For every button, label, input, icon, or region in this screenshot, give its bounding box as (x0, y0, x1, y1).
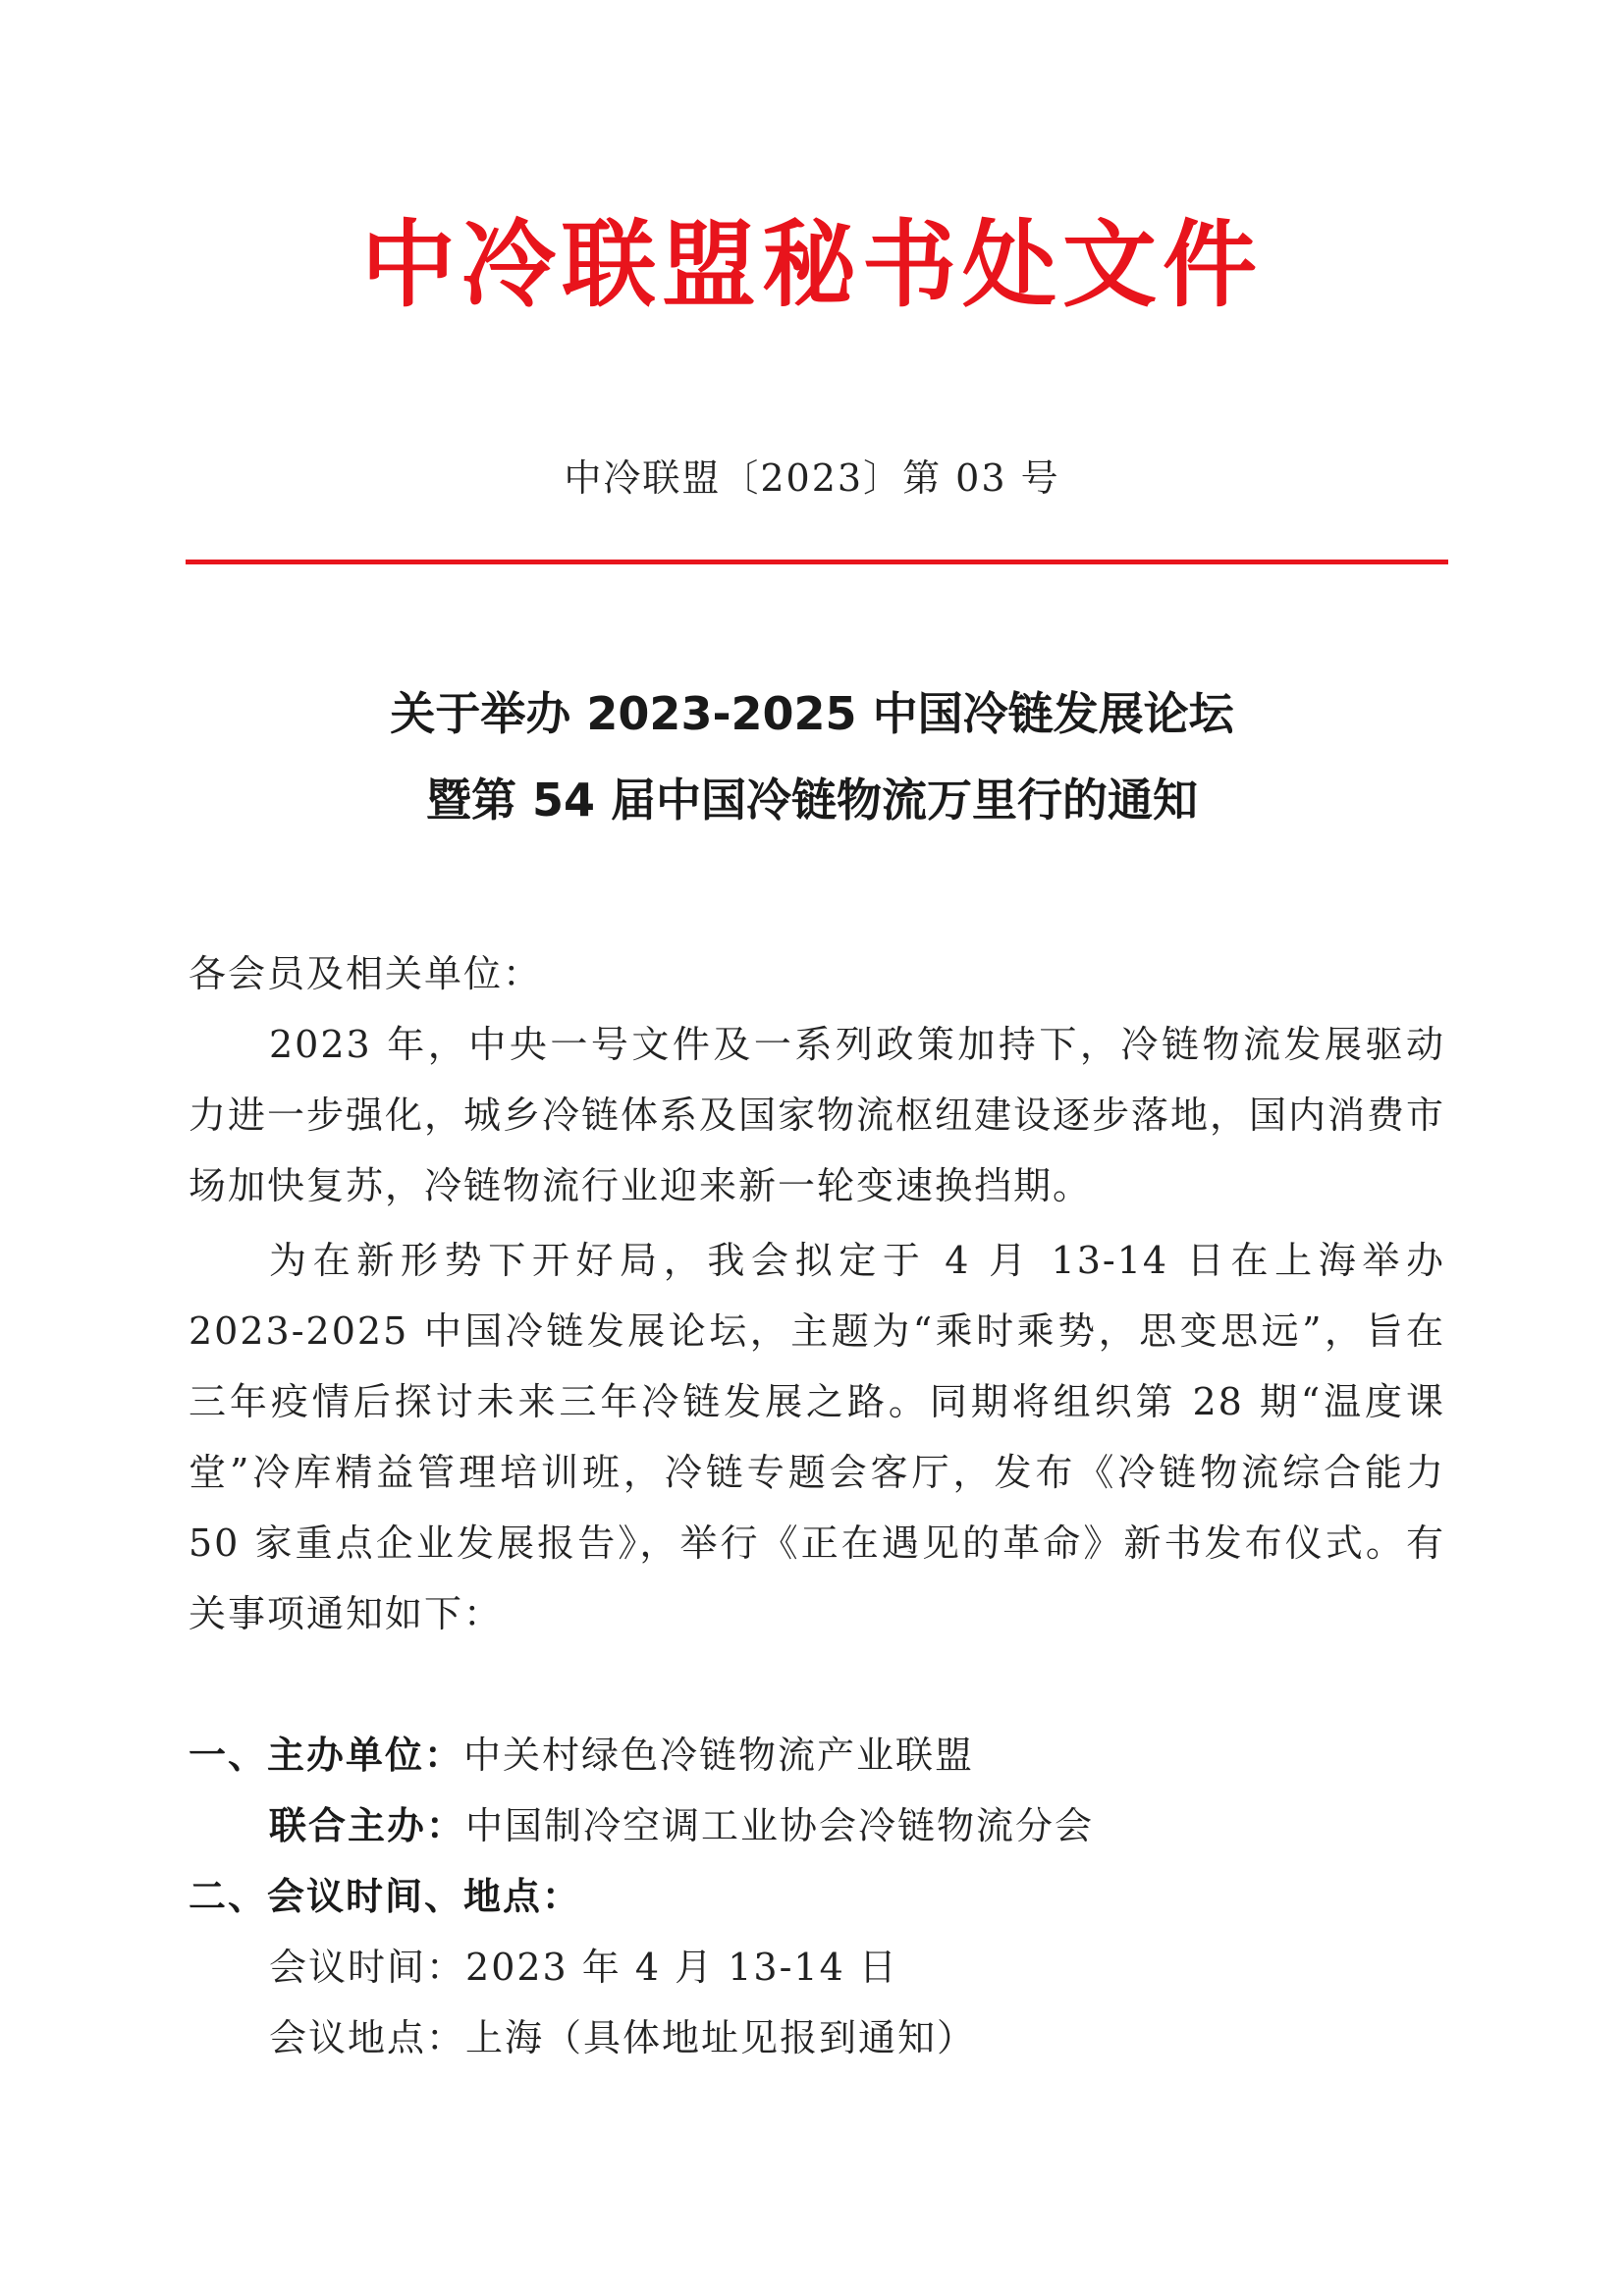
salutation: 各会员及相关单位： (189, 952, 543, 995)
organizer-value: 中关村绿色冷链物流产业联盟 (463, 1734, 975, 1777)
notice-title-line-1: 关于举办 2023-2025 中国冷链发展论坛 (390, 687, 1234, 740)
meeting-time-value: 2023 年 4 月 13-14 日 (465, 1946, 898, 1989)
section-time-place-heading: 二、会议时间、地点： (189, 1875, 582, 1918)
organizer-label: 一、主办单位： (189, 1734, 464, 1777)
body-paragraph-1: 2023 年，中央一号文件及一系列政策加持下，冷链物流发展驱动力进一步强化，城乡冷链体系及国家物流枢纽建设逐步落地，国内消费市场加快复苏，冷链物流行业迎来新一轮变速换挡期。 (189, 1023, 1446, 1207)
section-organizer (189, 1720, 974, 1790)
co-organizer-label: 联合主办： (269, 1804, 466, 1847)
meeting-place-label: 会议地点： (269, 2016, 466, 2059)
section-co-organizer (269, 1790, 1094, 1861)
document-number: 中冷联盟〔2023〕第 03 号 (564, 456, 1060, 500)
document-header-title: 中冷联盟秘书处文件 (361, 210, 1263, 320)
notice-title-line-2: 暨第 54 届中国冷链物流万里行的通知 (425, 774, 1199, 827)
meeting-place (269, 2002, 976, 2073)
body-paragraph-2: 为在新形势下开好局，我会拟定于 4 月 13-14 日在上海举办 2023-2025 中国冷链发展论坛，主题为“乘时乘势，思变思远”，旨在三年疫情后探讨未来三年冷链发展之路。同期将组织第 28 期“温度课堂”冷库精益管理培训班，冷链专题会客厅，发布《冷链物流综合能力 50 家重点企业发展报告》，举行《正在遇见的革命》新书发布仪式。有关事项通知如下： (189, 1239, 1445, 1635)
meeting-time-label: 会议时间： (269, 1946, 466, 1989)
meeting-time (269, 1932, 898, 2002)
header-divider (186, 560, 1448, 564)
meeting-place-value: 上海（具体地址见报到通知） (465, 2016, 977, 2059)
co-organizer-value: 中国制冷空调工业协会冷链物流分会 (465, 1804, 1095, 1847)
